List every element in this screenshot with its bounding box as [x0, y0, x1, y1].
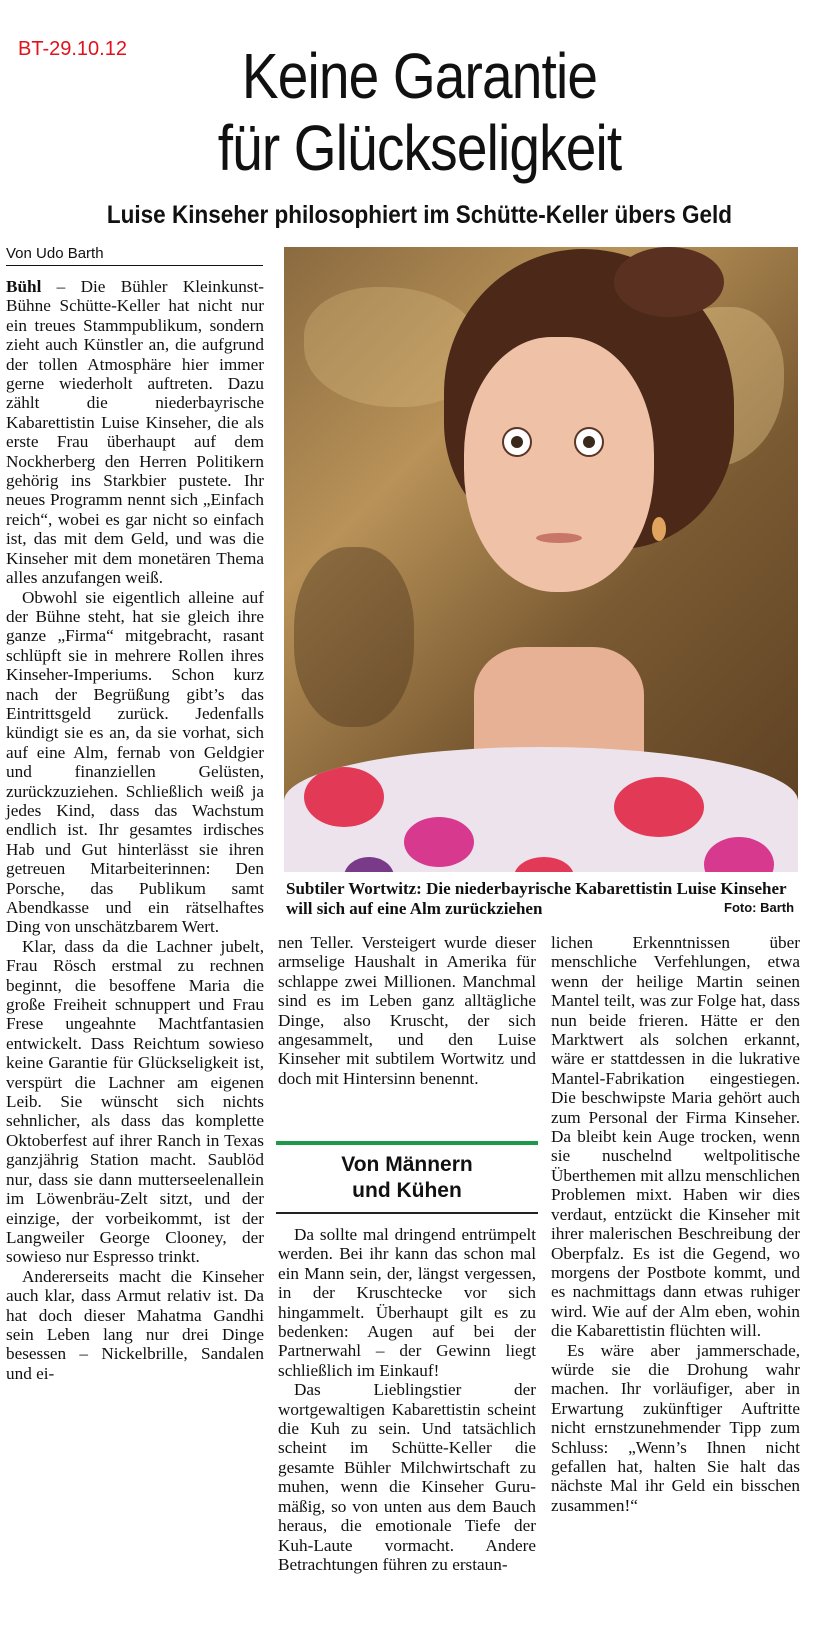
- photo-face: [464, 337, 654, 592]
- subheadline: Luise Kinseher philosophiert im Schütte-Keller übers Geld: [106, 201, 733, 229]
- article-paragraph: Andererseits macht die Kinseher auch klar, dass Armut relativ ist. Da hat doch dieser Mahatma Gandhi sein Leben lang nur drei Dinge besessen – Nickelbrille, Sandalen und ei-: [6, 1266, 264, 1383]
- headline: [59, 40, 781, 184]
- article-paragraph: Bühl – Die Bühler Kleinkunst-Bühne Schütte-Keller hat nicht nur ein treues Stammpublikum, sondern zieht auch Künstler an, die aufgrund der tollen Atmosphäre hier immer gerne wiederholt auftreten. Dazu zählt die niederbayrische Kabarettistin Luise Kinseher, die als erste Frau überhaupt auf dem Nockherberg den Herren Politikern gehörig ins Starkbier pustete. Ihr neues Programm nennt sich „Einfach reich“, wobei es gar nicht so einfach ist, das mit dem Geld, und was die Kinseher mit dem monetären Thema alles anzufangen weiß.: [6, 277, 264, 588]
- dateline-place: Bühl: [6, 277, 42, 296]
- photo-caption: Subtiler Wortwitz: Die niederbayrische Kabarettistin Luise Kinseher will sich auf eine Alm zurückziehen: [286, 879, 787, 918]
- photo-earring: [652, 517, 666, 541]
- photo-eye-left: [502, 427, 532, 457]
- photo-credit: Foto: Barth: [724, 900, 795, 915]
- article-paragraph: Obwohl sie eigentlich alleine auf der Bühne steht, hat sie gleich ihre ganze „Firma“ mitgebracht, rasant schlüpft sie in mehrere Rollen ihres Kinseher-Imperiums. Schon kurz nach der Begrüßung gibt’s das Eintrittsgeld zurück. Jedenfalls kündigt sie es an, da sie vorhat, sich auf eine Alm, fernab von Geldgier und finanziellen Gelüsten, zurückzuziehen. Schließlich weiß ja jedes Kind, dass das Wachstum endlich ist. Ihr gesamtes irdisches Hab und Gut hinterlässt sie ihren getreuen Mitarbeiterinnen: Den Porsche, das Publikum samt Abendkasse und ein rätselhaftes Ding von unschätzbarem Wert.: [6, 587, 264, 937]
- article-paragraph: Klar, dass da die Lachner jubelt, Frau Rösch erstmal zu rechnen beginnt, die besoffene Maria die große Freiheit schnuppert und Frau Frese ungeahnte Machtfantasien entwickelt. Dass Reichtum sowieso keine Garantie für Glückseligkeit ist, verspürt die Lachner am eigenen Leib. Sie wünscht sich nichts sehnlicher, als dass das komplette Oktoberfest auf ihrer Ranch in Texas ganzjährig Station macht. Saublöd nur, dass sie dann mutterseelenallein im Löwenbräu-Zelt sitzt, und der einzige, der vorbeikommt, ist der Langweiler George Clooney, der sowieso nur Espresso trinkt.: [6, 936, 264, 1267]
- photo-dress-flower: [704, 837, 774, 872]
- article-photo: [284, 247, 798, 872]
- article-paragraph: lichen Erkenntnissen über menschliche Verfehlungen, etwa wenn der heilige Martin seinen Mantel teilt, was zur Folge hat, dass nun beide frieren. Hätte er den Marktwert als solchen erkannt, wäre er stattdessen in die lukrative Mantel-Fabrikation eingestiegen. Die beschwipste Maria gehört auch zum Personal der Firma Kinseher. Da bleibt kein Auge trocken, wenn sie nuschelnd weltpolitische Überthemen mit allzu menschlichen Problemen mixt. Haben wir dies verdaut, entzückt die Kinseher mit ihrer malerischen Beschreibung der Oberpfalz. Es ist die Gegend, wo morgens der Postbote kommt, und es nachmittags dann etwas ruhiger wird. Wie auf der Alm eben, wohin die Kabarettistin flüchten will.: [551, 933, 800, 1341]
- article-paragraph: Es wäre aber jammerschade, würde sie die Drohung wahr machen. Ihr vorläufiger, aber in Erwartung zukünftiger Auftritte nicht ernstzunehmender Tipp zum Schluss: „Wenn’s Ihnen nicht gefallen hat, halten Sie halt das nächste Mal ihr Geld ein bisschen zusammen!“: [551, 1340, 800, 1515]
- article-paragraph: Da sollte mal dringend entrümpelt werden. Bei ihr kann das schon mal ein Mann sein, der, längst vergessen, in der Kruschtecke vor sich hingammelt. Überhaupt gilt es zu bedenken: Augen auf bei der Partnerwahl – der Gewinn liegt schließlich im Einkauf!: [278, 1225, 536, 1380]
- article-column-2-bottom: [278, 1225, 536, 1574]
- article-column-1: [6, 277, 264, 1383]
- date-tag: BT-29.10.12: [18, 38, 127, 60]
- subhead-rule-bottom: [276, 1212, 538, 1214]
- section-subhead-line-1: Von Männern: [341, 1153, 473, 1176]
- photo-wall-shadow: [294, 547, 414, 727]
- section-subhead: [276, 1152, 538, 1204]
- photo-eye-right: [574, 427, 604, 457]
- photo-dress-flower: [344, 857, 394, 872]
- photo-dress-flower: [404, 817, 474, 867]
- photo-floral-dress: [284, 747, 798, 872]
- byline: Von Udo Barth: [6, 245, 263, 266]
- photo-dress-flower: [514, 857, 574, 872]
- headline-line-2: für Glückseligkeit: [217, 112, 622, 184]
- headline-line-1: Keine Garantie: [241, 40, 598, 112]
- article-paragraph: nen Teller. Versteigert wurde dieser armselige Haushalt in Amerika für schlappe zwei Millionen. Manchmal sind es im Leben ganz alltägliche Dinge, also Kruscht, der sich angesammelt, und den Luise Kinseher mit subtilem Wortwitz und doch mit Hintersinn benennt.: [278, 933, 536, 1088]
- article-column-2-top: [278, 933, 536, 1088]
- article-column-3: [551, 933, 800, 1515]
- photo-dress-flower: [304, 767, 384, 827]
- photo-dress-flower: [614, 777, 704, 837]
- photo-hair-bun: [614, 247, 724, 317]
- photo-mouth: [536, 533, 582, 543]
- subhead-rule-top: [276, 1141, 538, 1145]
- article-paragraph: Das Lieblingstier der wortgewaltigen Kabarettistin scheint die Kuh zu sein. Und tatsächlich scheint im Schütte-Keller die gesamte Bühler Milchwirtschaft zu muhen, wenn die Kinseher Guru-mäßig, so von unten aus dem Bauch heraus, die emotionale Tiefe der Kuh-Laute vormacht. Andere Betrachtungen führen zu erstaun-: [278, 1380, 536, 1574]
- section-subhead-line-2: und Kühen: [352, 1179, 462, 1202]
